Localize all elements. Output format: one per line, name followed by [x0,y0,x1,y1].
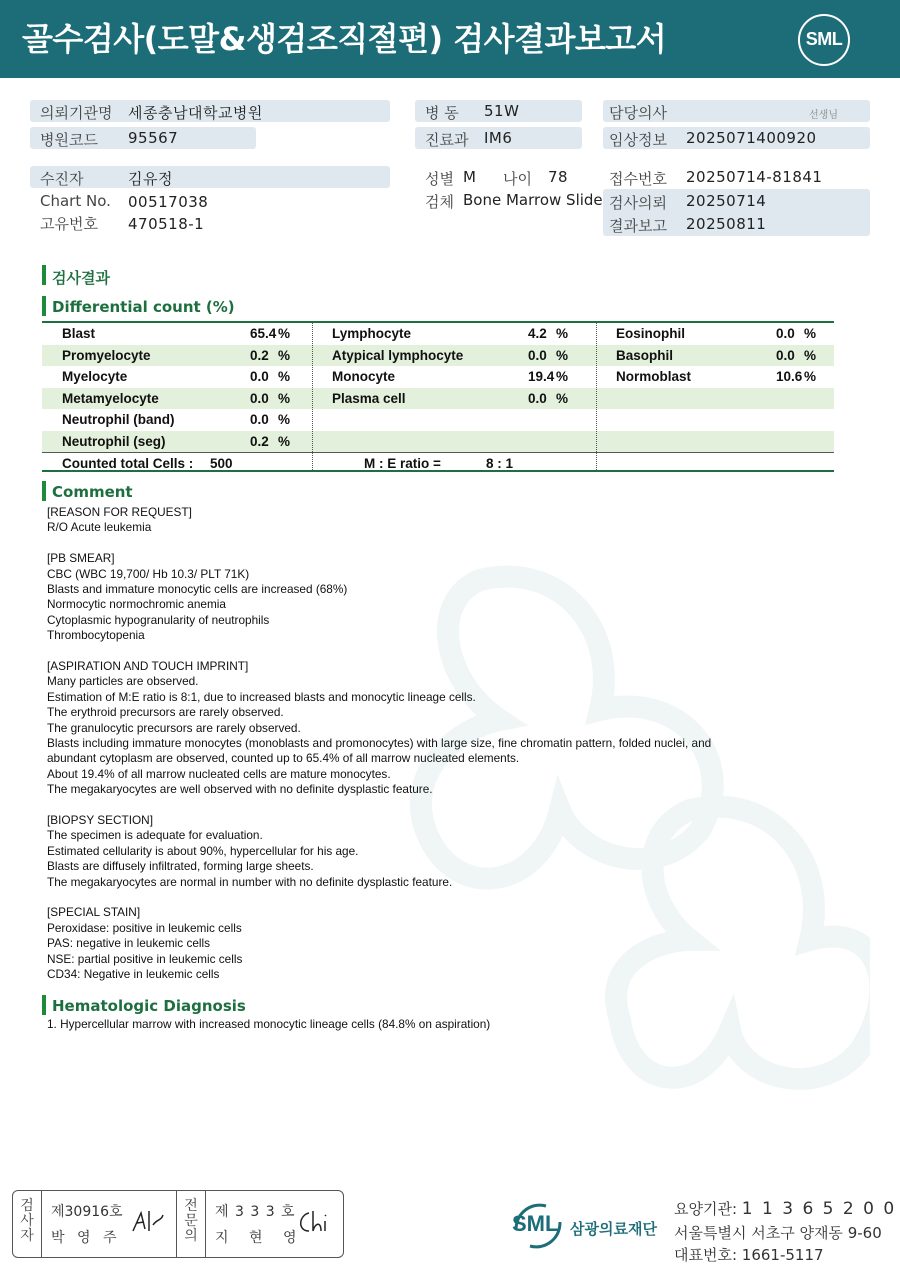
examiner-column [17,1199,37,1244]
comment-line: NSE: partial positive in leukemic cells [47,951,243,966]
org-logo-text: SML [512,1211,559,1236]
cell-unit: % [556,369,569,384]
cell-name: Monocyte [332,369,396,384]
comment-title: Comment [52,483,133,501]
examiner-name: 박 영 주 [51,1230,121,1246]
cell-unit: % [556,347,569,363]
cell-value: 0.0 [250,412,269,427]
me-ratio-label: M : E ratio = [364,456,441,471]
comment-line: Blasts are diffusely infiltrated, forming large sheets. [47,859,314,874]
cell-name: Plasma cell [332,390,406,406]
specialist-number: 제 3 3 3 호 [215,1204,296,1220]
care-label: 요양기관: [674,1200,738,1218]
sml-logo [798,14,850,66]
differential-table [42,321,834,472]
age-value: 78 [548,168,569,186]
cell-unit: % [278,326,291,341]
comment-line: CBC (WBC 19,700/ Hb 10.3/ PLT 71K) [47,566,250,581]
institution-label: 의뢰기관명 [40,104,113,122]
cell-value: 65.4 [250,326,277,341]
comment-line: The erythroid precursors are rarely observed. [47,705,284,720]
comment-line: The granulocytic precursors are rarely observed. [47,720,301,735]
patient-name: 김유정 [128,170,173,188]
cell-unit: % [804,347,817,363]
column-divider [596,323,597,470]
cell-unit: % [278,369,291,384]
comment-line: [ASPIRATION AND TOUCH IMPRINT] [47,659,249,673]
cell-value: 0.2 [250,433,269,449]
comment-line: Estimation of M:E ratio is 8:1, due to increased blasts and monocytic lineage cells. [47,689,476,704]
table-row [42,366,834,388]
comment-line: The specimen is adequate for evaluation. [47,828,263,843]
report-label: 결과보고 [609,217,667,235]
specialist-column [181,1199,201,1244]
examiner-signature-icon [129,1207,169,1237]
comment-line: [BIOPSY SECTION] [47,813,153,827]
comment-line: Blasts including immature monocytes (monoblasts and promonocytes) with large size, fine chromatin pattern, folded nuclei, and [47,736,712,750]
cell-name: Metamyelocyte [62,390,159,406]
section-marker [42,995,46,1015]
chart-no-value: 00517038 [128,193,209,211]
specialist-column-text: 전문의 [184,1198,198,1244]
section-marker [42,481,46,501]
info-bar [30,166,390,188]
hospital-code-label: 병원코드 [40,131,98,149]
comment-line: Peroxidase: positive in leukemic cells [47,920,242,935]
cell-value: 0.0 [250,390,269,406]
watermark-icon [360,540,870,1100]
patient-label: 수진자 [40,170,84,188]
age-label: 나이 [503,170,532,188]
signature-box [12,1190,344,1258]
receipt-label: 접수번호 [609,170,667,188]
unique-no-label: 고유번호 [40,215,98,233]
table-row [42,409,834,431]
cell-value: 0.0 [776,347,795,363]
cell-value: 0.0 [250,369,269,384]
specimen-label: 검체 [425,193,454,211]
cell-value: 19.4 [528,369,555,384]
section-marker [42,265,46,285]
total-cells-value: 500 [210,456,233,471]
cell-name: Neutrophil (seg) [62,433,166,449]
cell-unit: % [278,433,291,449]
org-address: 서울특별시 서초구 양재동 9-60 [674,1224,882,1242]
cell-unit: % [556,390,569,406]
receipt-value: 20250714-81841 [686,168,823,186]
cell-unit: % [804,326,817,341]
total-divider [42,452,834,453]
cell-name: Normoblast [616,369,692,384]
diagnosis-title: Hematologic Diagnosis [52,997,246,1015]
cell-unit: % [556,326,569,341]
cell-unit: % [278,390,291,406]
comment-line: CD34: Negative in leukemic cells [47,967,220,981]
phone [674,1244,824,1265]
cell-name: Atypical lymphocyte [332,347,464,363]
cell-value: 0.0 [528,390,547,406]
cell-value: 0.2 [250,347,269,363]
cell-name: Promyelocyte [62,347,151,363]
table-row [42,323,834,345]
specialist-signature-icon [295,1207,335,1237]
department-value: IM6 [484,129,513,147]
cell-name: Lymphocyte [332,326,412,341]
comment-line: PAS: negative in leukemic cells [47,936,211,951]
doctor-suffix: 선생님 [809,110,838,121]
sml-logo-text: SML [805,29,843,49]
divider [41,1191,42,1257]
cell-unit: % [278,412,291,427]
comment-line: Estimated cellularity is about 90%, hypercellular for his age. [47,843,359,858]
cell-value: 0.0 [776,326,795,341]
cell-unit: % [278,347,291,363]
divider [176,1191,177,1257]
table-row [42,345,834,367]
table-row [42,431,834,453]
phone-label: 대표번호: [674,1246,738,1264]
examiner-column-text: 검사자 [20,1198,34,1244]
results-title: 검사결과 [52,269,110,287]
cell-value: 0.0 [528,347,547,363]
specialist-name: 지 현 영 [215,1230,305,1246]
comment-line: Many particles are observed. [47,674,199,689]
phone-number: 1661-5117 [741,1246,824,1264]
comment-line: [REASON FOR REQUEST] [47,505,192,519]
request-date: 20250714 [686,192,767,210]
divider [205,1191,206,1257]
comment-line: About 19.4% of all marrow nucleated cells are mature monocytes. [47,766,391,781]
comment-line: Cytoplasmic hypogranularity of neutrophils [47,612,270,627]
total-cells-label: Counted total Cells : [62,456,194,471]
comment-line: Normocytic normochromic anemia [47,597,226,612]
comment-line: [PB SMEAR] [47,551,115,566]
examiner-number: 제30916호 [51,1204,123,1220]
report-title: 골수검사(도말&생검조직절편) 검사결과보고서 [22,20,667,58]
comment-line: Blasts and immature monocytic cells are increased (68%) [47,582,348,596]
comment-line: [SPECIAL STAIN] [47,905,141,920]
cell-unit: % [804,369,817,384]
chart-no-label: Chart No. [40,192,111,210]
cell-name: Myelocyte [62,369,128,384]
ward-value: 51W [484,102,520,120]
column-divider [312,323,313,470]
hospital-code-value: 95567 [128,129,179,147]
doctor-label: 담당의사 [609,104,667,122]
section-marker [42,296,46,316]
institution-value: 세종충남대학교병원 [128,104,263,122]
department-label: 진료과 [425,131,469,149]
cell-name: Eosinophil [616,326,685,341]
clinical-info-label: 임상정보 [609,131,667,149]
cell-value: 10.6 [776,369,803,384]
org-name: 삼광의료재단 [570,1220,657,1238]
report-date: 20250811 [686,215,767,233]
comment-line: The megakaryocytes are well observed with no definite dysplastic feature. [47,782,433,797]
ward-label: 병 동 [425,104,459,122]
sex-value: M [463,168,477,186]
table-row [42,388,834,410]
cell-name: Basophil [616,347,674,363]
unique-no-value: 470518-1 [128,215,205,233]
comment-line: Thrombocytopenia [47,628,145,643]
care-number: 1 1 3 6 5 2 0 0 [741,1199,897,1219]
comment-line: abundant cytoplasm are observed, counted up to 65.4% of all marrow nucleated elements. [47,751,520,766]
comment-line: R/O Acute leukemia [47,520,152,535]
cell-value: 4.2 [528,326,547,341]
report-header [0,0,900,78]
request-label: 검사의뢰 [609,194,667,212]
care-institution [674,1198,896,1219]
cell-name: Neutrophil (band) [62,412,175,427]
cell-name: Blast [62,326,96,341]
comment-line: The megakaryocytes are normal in number with no definite dysplastic feature. [47,874,453,889]
sex-label: 성별 [425,170,454,188]
diagnosis-line: 1. Hypercellular marrow with increased monocytic lineage cells (84.8% on aspiration) [47,1017,491,1031]
me-ratio-value: 8 : 1 [486,456,514,471]
specimen-value: Bone Marrow Slide [463,191,603,209]
differential-title: Differential count (%) [52,298,235,316]
clinical-info-value: 2025071400920 [686,129,817,147]
